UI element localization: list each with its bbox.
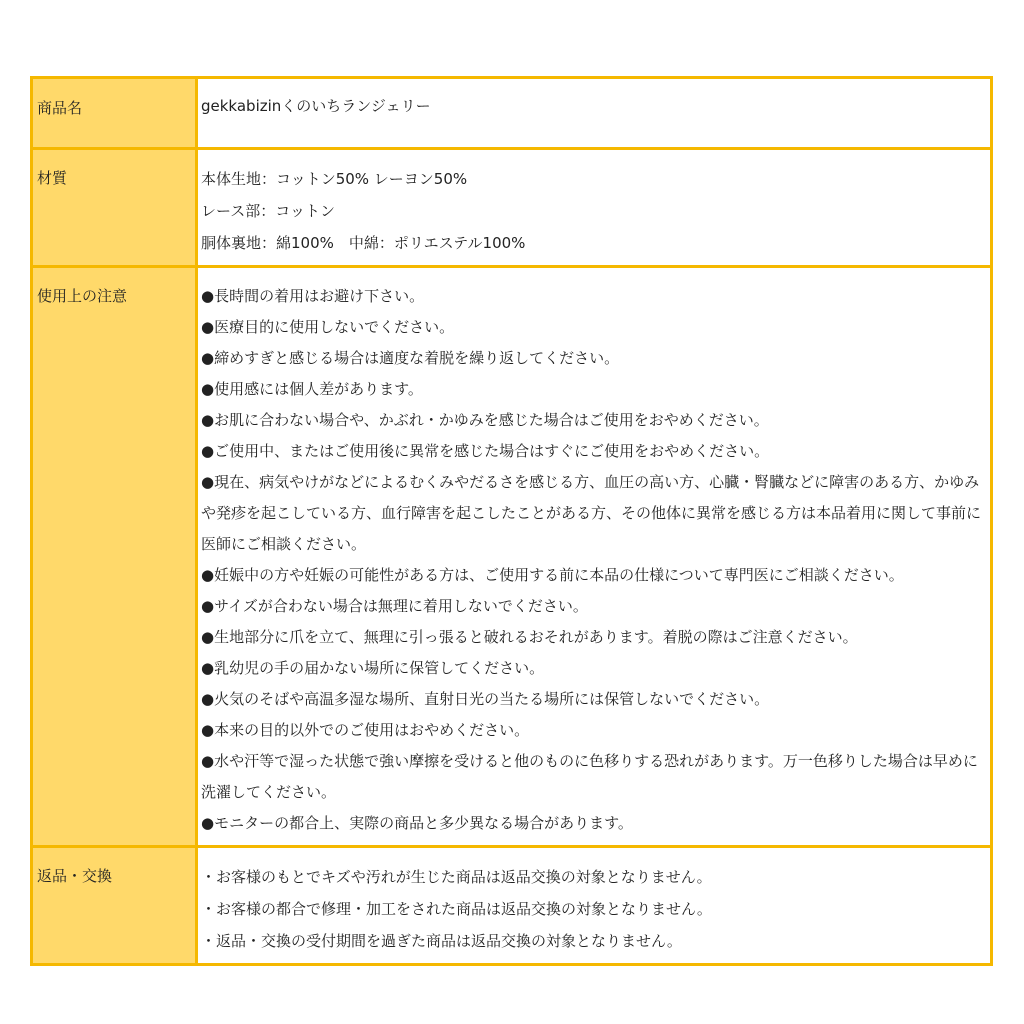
caution-item: ●現在、病気やけがなどによるむくみやだるさを感じる方、血圧の高い方、心臓・腎臓などに障害のある方、かゆみや発疹を起こしている方、血行障害を起こしたことがある方、その他体に異常を感じる方は本品着用に関して事前に医師にご相談ください。 [201, 473, 982, 553]
caution-item: ●火気のそばや高温多湿な場所、直射日光の当たる場所には保管しないでください。 [201, 690, 770, 708]
label-material: 材質 [32, 149, 197, 267]
table-row-material [32, 149, 992, 267]
caution-item: ●お肌に合わない場合や、かぶれ・かゆみを感じた場合はご使用をおやめください。 [201, 411, 769, 429]
caution-item: ●長時間の着用はお避け下さい。 [201, 287, 425, 305]
label-caution: 使用上の注意 [32, 267, 197, 847]
material-line: 胴体裏地：綿100% 中綿：ポリエステル100% [201, 234, 526, 252]
caution-item: ●本来の目的以外でのご使用はおやめください。 [201, 721, 530, 739]
value-returns [197, 847, 992, 965]
returns-item: ・お客様のもとでキズや汚れが生じた商品は返品交換の対象となりません。 [201, 868, 712, 886]
caution-item: ●締めすぎと感じる場合は適度な着脱を繰り返してください。 [201, 349, 620, 367]
table-row-returns [32, 847, 992, 965]
returns-item: ・返品・交換の受付期間を過ぎた商品は返品交換の対象となりません。 [201, 932, 682, 950]
value-material [197, 149, 992, 267]
label-returns: 返品・交換 [32, 847, 197, 965]
caution-item: ●妊娠中の方や妊娠の可能性がある方は、ご使用する前に本品の仕様について専門医にご相談ください。 [201, 566, 904, 584]
material-line: レース部：コットン [201, 202, 335, 220]
value-product-name: gekkabizinくのいちランジェリー [197, 78, 992, 149]
product-spec-table [30, 76, 993, 966]
material-line: 本体生地：コットン50% レーヨン50% [201, 170, 468, 188]
table-row-product-name [32, 78, 992, 149]
value-caution [197, 267, 992, 847]
returns-item: ・お客様の都合で修理・加工をされた商品は返品交換の対象となりません。 [201, 900, 712, 918]
caution-item: ●医療目的に使用しないでください。 [201, 318, 455, 336]
caution-item: ●ご使用中、またはご使用後に異常を感じた場合はすぐにご使用をおやめください。 [201, 442, 770, 460]
caution-item: ●使用感には個人差があります。 [201, 380, 423, 398]
label-product-name: 商品名 [32, 78, 197, 149]
caution-item: ●水や汗等で湿った状態で強い摩擦を受けると他のものに色移りする恐れがあります。万一色移りした場合は早めに洗濯してください。 [201, 752, 978, 801]
caution-item: ●モニターの都合上、実際の商品と多少異なる場合があります。 [201, 814, 633, 832]
table-row-caution [32, 267, 992, 847]
caution-item: ●サイズが合わない場合は無理に着用しないでください。 [201, 597, 588, 615]
caution-item: ●生地部分に爪を立て、無理に引っ張ると破れるおそれがあります。着脱の際はご注意ください。 [201, 628, 858, 646]
caution-item: ●乳幼児の手の届かない場所に保管してください。 [201, 659, 545, 677]
